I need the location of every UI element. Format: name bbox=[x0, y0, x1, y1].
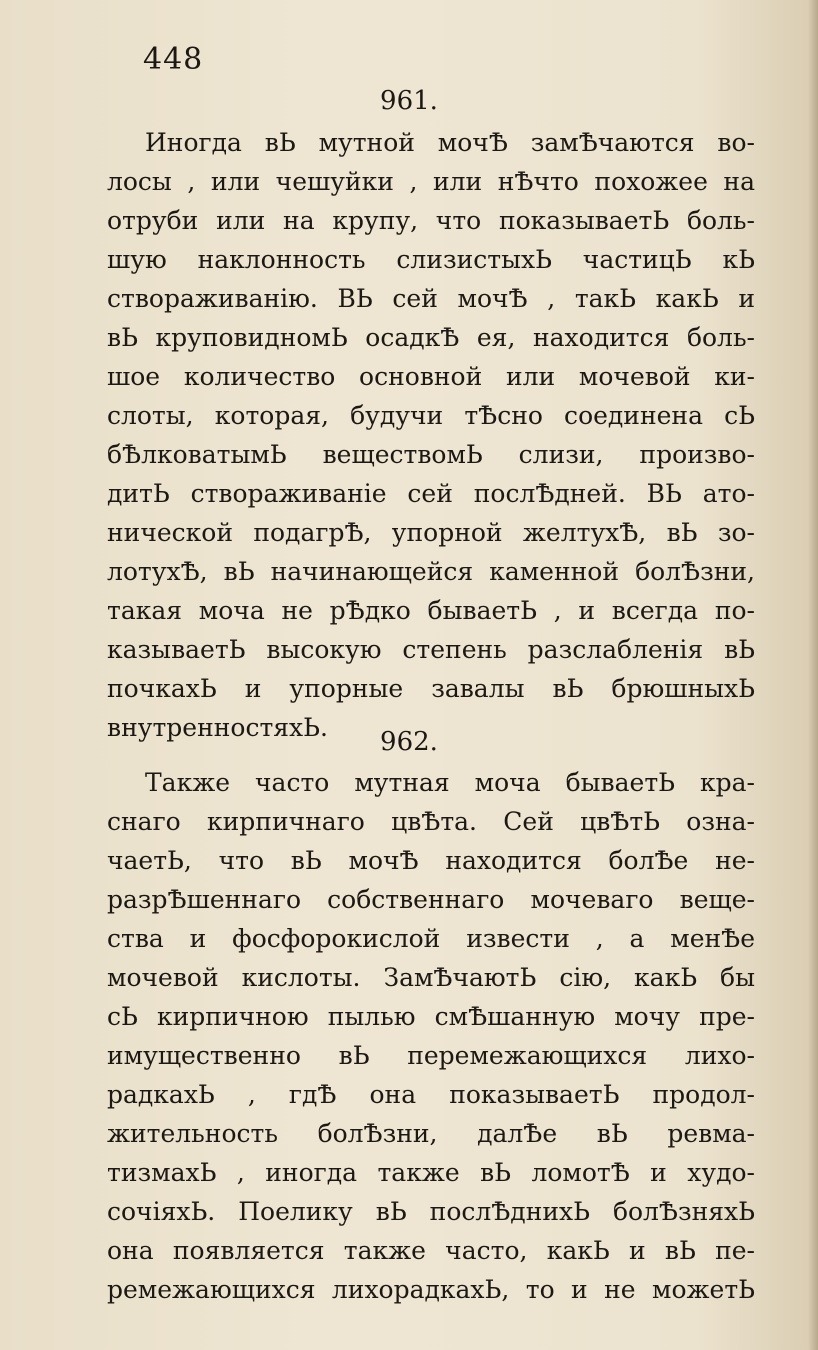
text-line: Иногда вЬ мутной мочѢ замѢчаются во- bbox=[145, 128, 755, 157]
text-line: чаетЬ, что вЬ мочѢ находится болѢе не- bbox=[107, 846, 755, 875]
text-line: ства и фосфорокислой извести , а менѢе bbox=[107, 924, 755, 953]
text-line: Также часто мутная моча бываетЬ кра- bbox=[145, 768, 755, 797]
text-line: шую наклонность слизистыхЬ частицЬ кЬ bbox=[107, 245, 755, 274]
text-line: нической подагрѢ, упорной желтухѢ, вЬ зо- bbox=[107, 518, 755, 547]
text-line: лосы , или чешуйки , или нѢчто похожее на bbox=[107, 167, 755, 196]
text-line: почкахЬ и упорные завалы вЬ брюшныхЬ bbox=[107, 674, 755, 703]
text-line: лотухѢ, вЬ начинающейся каменной болѢзни, bbox=[107, 557, 755, 586]
paragraph-961 bbox=[107, 123, 755, 747]
page-edge-shadow bbox=[808, 0, 818, 1350]
text-line: створаживанію. ВЬ сей мочѢ , такЬ какЬ и bbox=[107, 284, 755, 313]
page-number: 448 bbox=[143, 42, 204, 77]
text-line: отруби или на крупу, что показываетЬ боль- bbox=[107, 206, 755, 235]
text-line: сочіяхЬ. Поелику вЬ послѢднихЬ болѢзняхЬ bbox=[107, 1197, 755, 1226]
text-line: дитЬ створаживаніе сей послѢдней. ВЬ ато- bbox=[107, 479, 755, 508]
text-line: жительность болѢзни, далѢе вЬ ревма- bbox=[107, 1119, 755, 1148]
text-line: имущественно вЬ перемежающихся лихо- bbox=[107, 1041, 755, 1070]
text-line: она появляется также часто, какЬ и вЬ пе- bbox=[107, 1236, 755, 1265]
section-number-961: 961. bbox=[380, 86, 438, 116]
section-number-962: 962. bbox=[380, 727, 438, 757]
text-line: ремежающихся лихорадкахЬ, то и не можетЬ bbox=[107, 1275, 755, 1304]
text-line: радкахЬ , гдѢ она показываетЬ продол- bbox=[107, 1080, 755, 1109]
text-line: слоты, которая, будучи тѢсно соединена сЬ bbox=[107, 401, 755, 430]
text-line: казываетЬ высокую степень разслабленія вЬ bbox=[107, 635, 755, 664]
text-line: тизмахЬ , иногда также вЬ ломотѢ и худо- bbox=[107, 1158, 755, 1187]
text-line: мочевой кислоты. ЗамѢчаютЬ сію, какЬ бы bbox=[107, 963, 755, 992]
text-line: снаго кирпичнаго цвѢта. Сей цвѢтЬ озна- bbox=[107, 807, 755, 836]
text-line: такая моча не рѢдко бываетЬ , и всегда по- bbox=[107, 596, 755, 625]
text-line: вЬ круповидномЬ осадкѢ ея, находится боль- bbox=[107, 323, 755, 352]
text-line: бѢлковатымЬ веществомЬ слизи, произво- bbox=[107, 440, 755, 469]
text-line: сЬ кирпичною пылью смѢшанную мочу пре- bbox=[107, 1002, 755, 1031]
paragraph-962 bbox=[107, 763, 755, 1309]
text-line: разрѢшеннаго собственнаго мочеваго веще- bbox=[107, 885, 755, 914]
text-line: шое количество основной или мочевой ки- bbox=[107, 362, 755, 391]
text-line: внутренностяхЬ. bbox=[107, 713, 328, 742]
